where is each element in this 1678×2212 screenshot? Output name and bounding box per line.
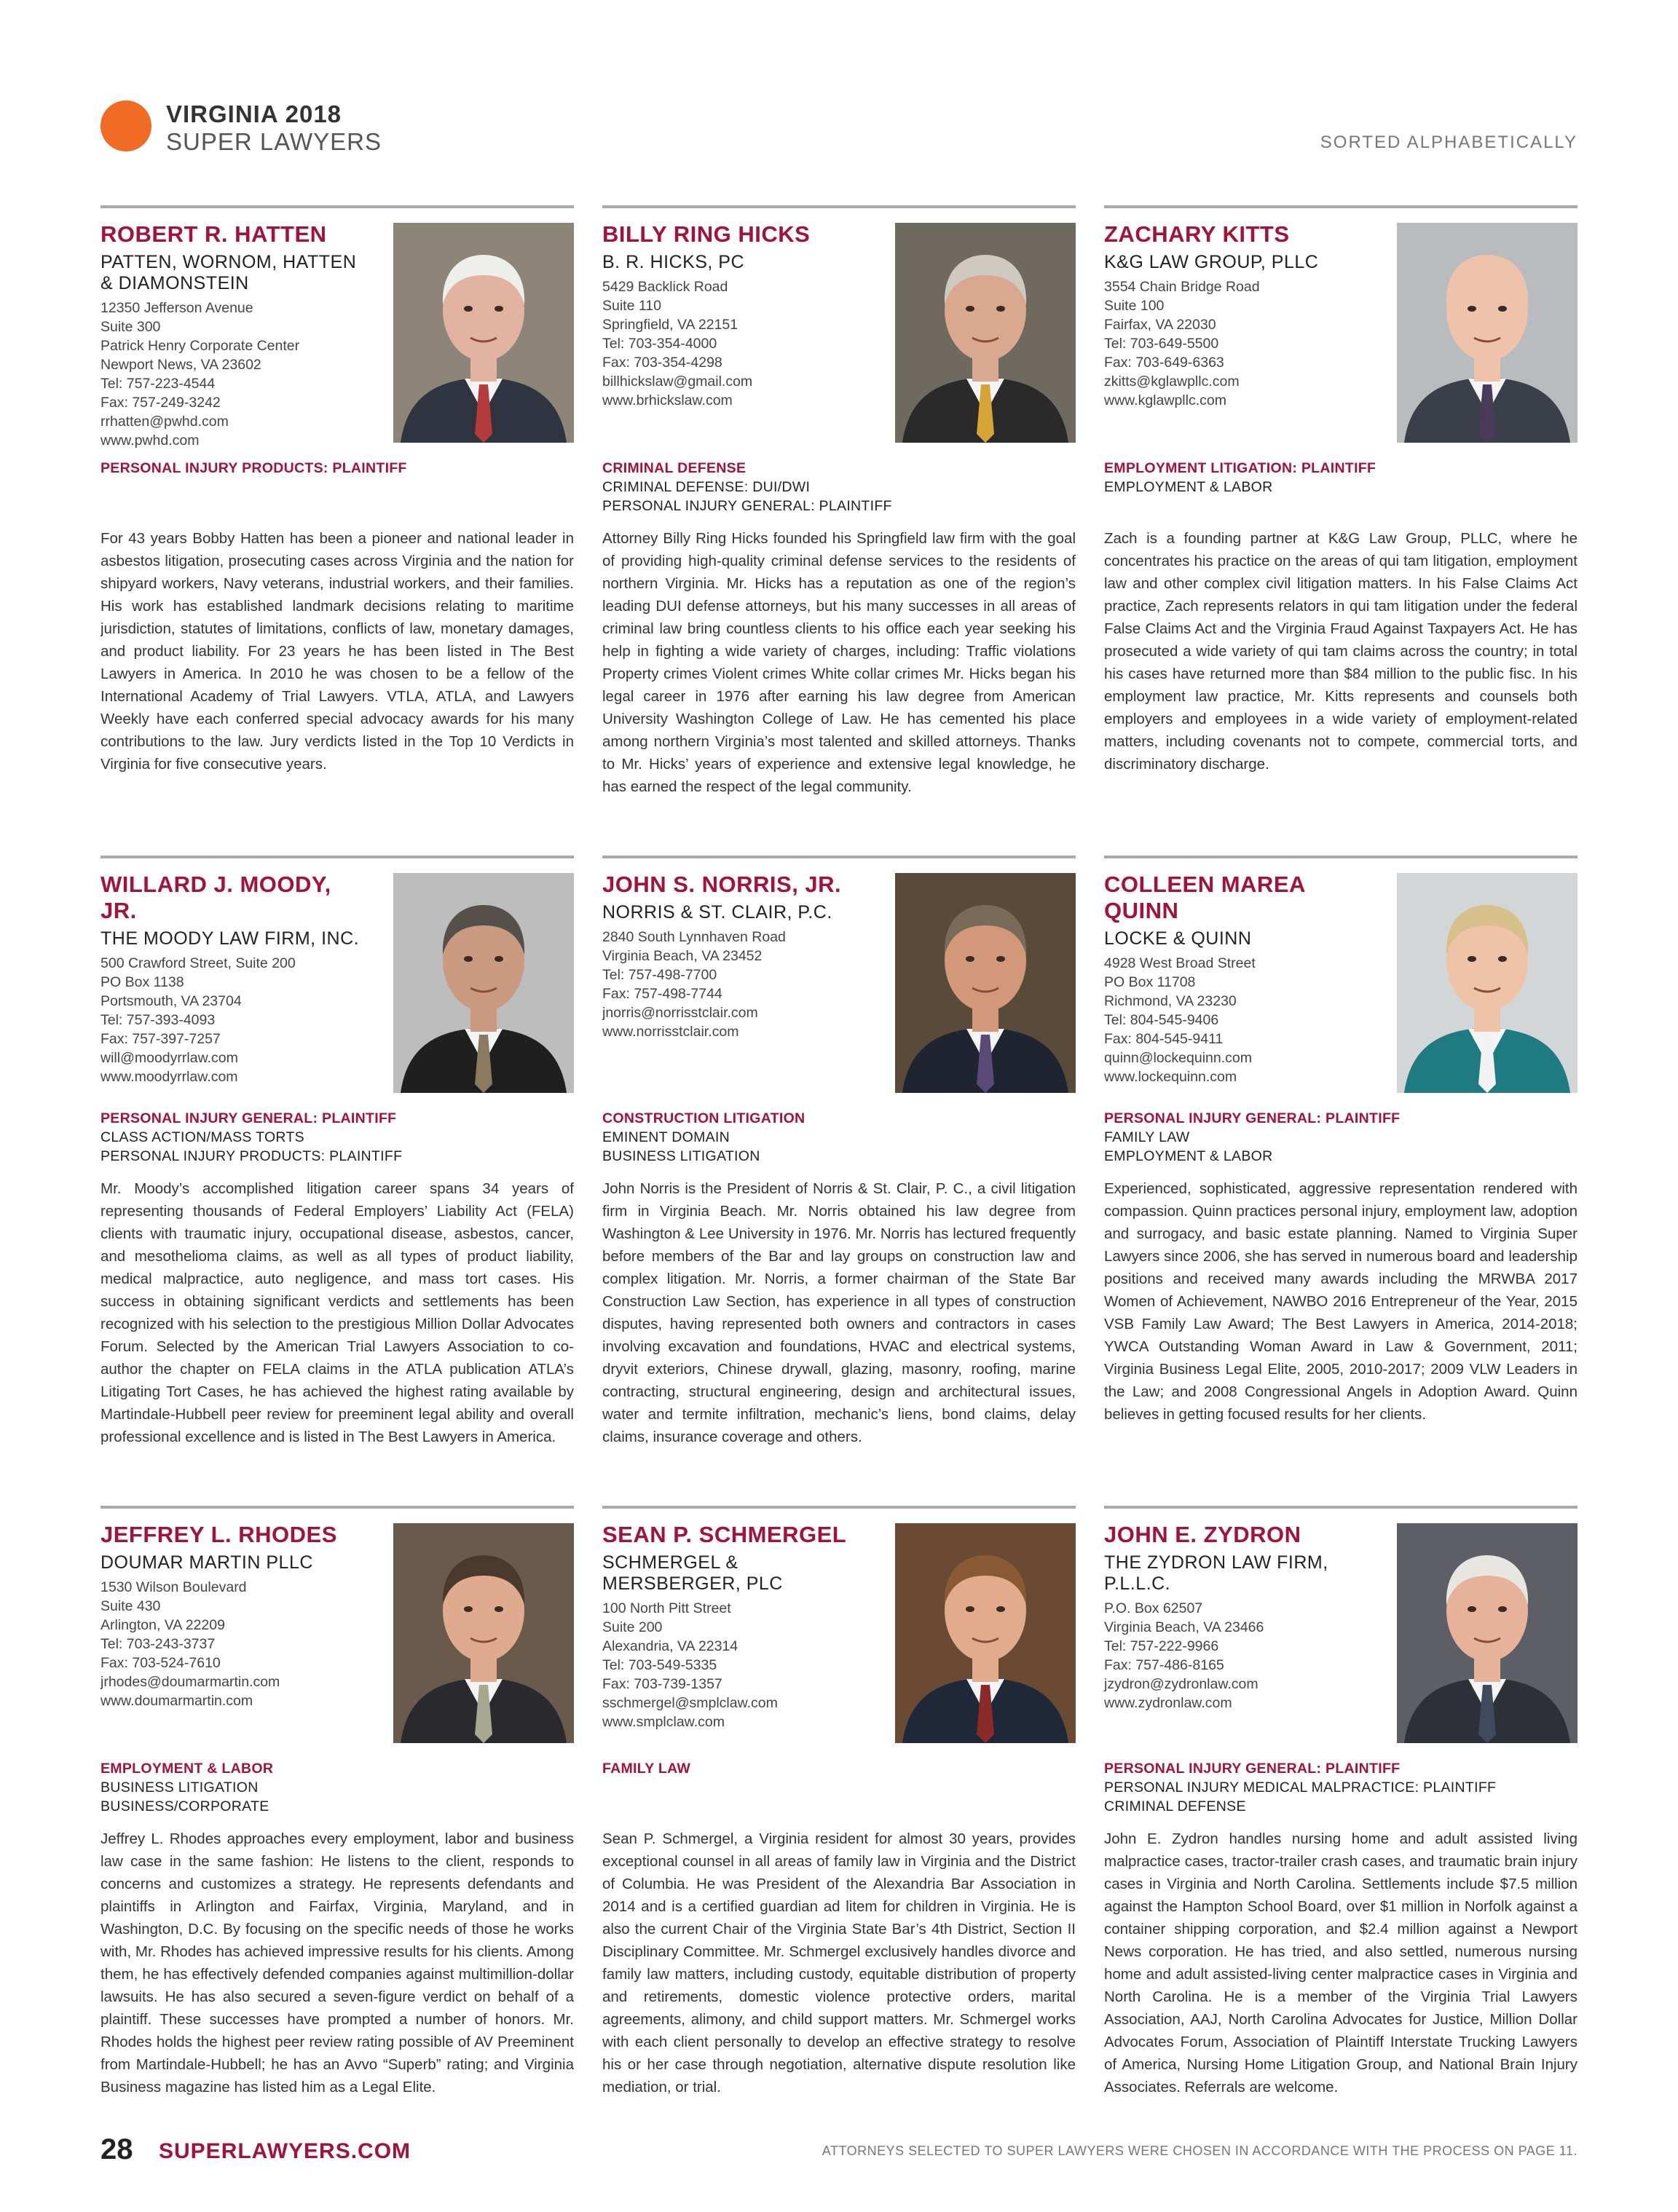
address-line: Tel: 804-545-9406: [1104, 1012, 1219, 1028]
primary-practice-area: PERSONAL INJURY GENERAL: PLAINTIFF: [1104, 1761, 1401, 1777]
attorney-portrait: [393, 223, 574, 443]
attorney-name: JEFFREY L. RHODES: [101, 1522, 337, 1547]
page-number: 28: [101, 2133, 133, 2165]
email-link[interactable]: zkitts@kglawpllc.com: [1104, 374, 1240, 390]
attorney-profile: [101, 856, 574, 1472]
attorney-name: ROBERT R. HATTEN: [101, 221, 327, 247]
firm-name: THE MOODY LAW FIRM, INC.: [101, 928, 360, 949]
practice-area: CRIMINAL DEFENSE: [1104, 1798, 1246, 1814]
address-line: Fax: 757-249-3242: [101, 395, 221, 411]
portrait-illustration: [393, 873, 574, 1093]
firm-name: NORRIS & ST. CLAIR, P.C.: [602, 902, 832, 923]
practice-area: PERSONAL INJURY GENERAL: PLAINTIFF: [602, 498, 892, 514]
practice-area: CLASS ACTION/MASS TORTS: [101, 1129, 304, 1145]
address-block: [1104, 954, 1374, 1086]
address-line: Tel: 757-223-4544: [101, 376, 216, 392]
attorney-profile: [1104, 205, 1577, 822]
practice-area: EMINENT DOMAIN: [602, 1129, 730, 1145]
practice-area: EMPLOYMENT & LABOR: [1104, 1148, 1273, 1164]
address-line: Tel: 703-243-3737: [101, 1636, 216, 1652]
attorney-bio: Zach is a founding partner at K&G Law Group, PLLC, where he concentrates his practice on the areas of qui tam litigation, employment law and other complex civil litigation matters. In his False Claims Act practice, Zach represents relators in qui tam litigation under the federal False Claims Act and the Virginia Fraud Against Taxpayers Act. He has prosecuted a wide variety of qui tam claims across the country; in total his cases have returned more than $84 million to the public fisc. In his employment law practice, Mr. Kitts represents and counsels both employers and employees in a wide variety of employment-related matters, including covenants not to compete, commercial torts, and discriminatory discharge.: [1104, 530, 1577, 773]
practice-areas: [1104, 1759, 1577, 1819]
website-link[interactable]: www.norrisstclair.com: [602, 1024, 739, 1040]
practice-area: CRIMINAL DEFENSE: DUI/DWI: [602, 479, 811, 495]
portrait-illustration: [1397, 873, 1577, 1093]
attorney-portrait: [1397, 1523, 1577, 1743]
email-link[interactable]: quinn@lockequinn.com: [1104, 1050, 1252, 1066]
sort-order-label: SORTED ALPHABETICALLY: [1320, 133, 1577, 152]
website-link[interactable]: www.doumarmartin.com: [101, 1693, 253, 1709]
attorney-bio: Mr. Moody’s accomplished litigation career spans 34 years of representing thousands of Federal Employers’ Liability Act (FELA) clients with traumatic injury, occupational disease, asbestos, cancer, and mesothelioma claims, as well as all types of product liability, medical malpractice, auto negligence, and mass tort cases. His success in obtaining significant verdicts and settlements has been recognized with his selection to the prestigious Million Dollar Advocates Forum. Selected by the American Trial Lawyers Association to co-author the chapter on FELA claims in the ATLA publication ATLA’s Litigating Tort Cases, he has achieved the highest rating available by Martindale-Hubbell peer review for preeminent legal ability and overall professional excellence and is listed in The Best Lawyers in America.: [101, 1180, 574, 1445]
primary-practice-area: EMPLOYMENT LITIGATION: PLAINTIFF: [1104, 460, 1376, 476]
address-line: Virginia Beach, VA 23466: [1104, 1619, 1264, 1635]
attorney-bio: For 43 years Bobby Hatten has been a pioneer and national leader in asbestos litigation, prosecuting cases across Virginia and the nation for shipyard workers, Navy veterans, industrial workers, and their families. His work has established landmark decisions relating to maritime jurisdiction, statutes of limitations, conflicts of law, monetary damages, and product liability. For 23 years he has been listed in The Best Lawyers in America. In 2010 he was chosen to be a fellow of the International Academy of Trial Lawyers. VTLA, ATLA, and Lawyers Weekly have each conferred special advocacy awards for his many contributions to the law. Jury verdicts listed in the Top 10 Verdicts in Virginia for five consecutive years.: [101, 530, 574, 773]
portrait-illustration: [393, 223, 574, 443]
practice-area: PERSONAL INJURY MEDICAL MALPRACTICE: PLAINTIFF: [1104, 1780, 1497, 1796]
address-line: Suite 200: [602, 1619, 663, 1635]
firm-name: K&G LAW GROUP, PLLC: [1104, 252, 1319, 272]
address-line: Tel: 757-498-7700: [602, 967, 717, 983]
address-line: 4928 West Broad Street: [1104, 955, 1256, 971]
attorney-name: WILLARD J. MOODY, JR.: [101, 872, 331, 923]
primary-practice-area: CONSTRUCTION LITIGATION: [602, 1110, 805, 1126]
practice-area: BUSINESS LITIGATION: [602, 1148, 760, 1164]
practice-areas: [602, 1759, 1076, 1819]
attorney-profile: [101, 1506, 574, 2122]
address-line: Virginia Beach, VA 23452: [602, 948, 763, 964]
address-line: Fax: 757-486-8165: [1104, 1657, 1224, 1673]
super-lawyers-logo-icon: [101, 100, 151, 151]
website-link[interactable]: www.zydronlaw.com: [1104, 1695, 1232, 1711]
address-block: [602, 277, 872, 410]
primary-practice-area: FAMILY LAW: [602, 1761, 691, 1777]
attorney-bio: Experienced, sophisticated, aggressive representation rendered with compassion. Quinn practices personal injury, employment law, adoption and surrogacy, and basic estate planning. Named to Virginia Super Lawyers since 2006, she has served in numerous board and leadership positions and received many awards including the MRWBA 2017 Women of Achievement, NAWBO 2016 Entrepreneur of the Year, 2015 VSB Family Law Award; The Best Lawyers in America, 2014-2018; YWCA Outstanding Woman Award in Law & Government, 2011; Virginia Business Legal Elite, 2005, 2010-2017; 2009 VLW Leaders in the Law; and 2008 Congressional Angels in Adoption Award. Quinn believes in getting focused results for her clients.: [1104, 1180, 1577, 1423]
attorney-bio: Jeffrey L. Rhodes approaches every employment, labor and business law case in the same fashion: He listens to the client, responds to concerns and customizes a strategy. He represents defendants and plaintiffs in Arlington and Fairfax, Virginia, Maryland, and in Washington, D.C. By focusing on the specific needs of those he works with, Mr. Rhodes has achieved impressive results for his clients. Among them, he has effectively defended companies against multimillion-dollar lawsuits. He has also secured a seven-figure verdict on behalf of a plaintiff. These successes have prompted a number of honors. Mr. Rhodes holds the highest peer review rating possible of AV Preeminent from Martindale-Hubbell; he has an Avvo “Superb” rating; and Virginia Business magazine has listed him as a Legal Elite.: [101, 1830, 574, 2096]
primary-practice-area: PERSONAL INJURY GENERAL: PLAINTIFF: [101, 1110, 397, 1126]
attorney-name: ZACHARY KITTS: [1104, 221, 1290, 247]
contact-block: [101, 221, 370, 450]
address-block: [101, 954, 370, 1086]
profile-header: [602, 872, 1076, 1097]
profile-header: [1104, 872, 1577, 1097]
address-line: Suite 430: [101, 1598, 161, 1614]
portrait-illustration: [1397, 223, 1577, 443]
practice-areas: [602, 459, 1076, 518]
address-block: [1104, 1599, 1374, 1713]
profile-header: [101, 1522, 574, 1747]
selection-disclaimer: ATTORNEYS SELECTED TO SUPER LAWYERS WERE CHOSEN IN ACCORDANCE WITH THE PROCESS ON PAGE 11.: [822, 2144, 1577, 2158]
address-line: 500 Crawford Street, Suite 200: [101, 955, 296, 971]
contact-block: [101, 1522, 370, 1710]
website-link[interactable]: www.moodyrrlaw.com: [101, 1069, 238, 1085]
profile-header: [602, 1522, 1076, 1747]
practice-area: PERSONAL INJURY PRODUCTS: PLAINTIFF: [101, 1148, 403, 1164]
contact-block: [101, 872, 370, 1086]
page-footer: [101, 2133, 1577, 2177]
practice-area: BUSINESS/CORPORATE: [101, 1798, 269, 1814]
attorney-profile: [602, 205, 1076, 822]
attorney-row: [101, 205, 1577, 822]
address-block: [101, 1578, 370, 1710]
profile-header: [101, 872, 574, 1097]
attorney-portrait: [895, 1523, 1076, 1743]
portrait-illustration: [895, 223, 1076, 443]
address-line: Portsmouth, VA 23704: [101, 993, 242, 1009]
address-line: 5429 Backlick Road: [602, 279, 728, 295]
firm-name: SCHMERGEL & MERSBERGER, PLC: [602, 1552, 783, 1594]
address-line: Richmond, VA 23230: [1104, 993, 1237, 1009]
address-line: Patrick Henry Corporate Center: [101, 338, 300, 354]
practice-areas: [101, 1109, 574, 1169]
attorney-bio: Attorney Billy Ring Hicks founded his Springfield law firm with the goal of providing high-quality criminal defense services to the residents of northern Virginia. Mr. Hicks has a reputation as one of the region’s leading DUI defense attorneys, but his many successes in all areas of criminal law bring countless clients to his office each year seeking his help in fighting a wide variety of charges, including: Traffic violations Property crimes Violent crimes White collar crimes Mr. Hicks began his legal career in 1976 after earning his law degree from American University Washington College of Law. He has cemented his place among northern Virginia’s most talented and skilled attorneys. Thanks to Mr. Hicks’ years of experience and extensive legal knowledge, he has earned the respect of the legal community.: [602, 530, 1076, 795]
attorney-portrait: [895, 873, 1076, 1093]
firm-name: DOUMAR MARTIN PLLC: [101, 1552, 313, 1573]
email-link[interactable]: billhickslaw@gmail.com: [602, 374, 753, 390]
site-link[interactable]: SUPERLAWYERS.COM: [159, 2139, 411, 2163]
attorney-profile: [602, 1506, 1076, 2122]
portrait-illustration: [895, 873, 1076, 1093]
profile-header: [101, 221, 574, 447]
website-link[interactable]: www.kglawpllc.com: [1104, 392, 1226, 408]
attorney-portrait: [895, 223, 1076, 443]
contact-block: [602, 1522, 872, 1731]
email-link[interactable]: rrhatten@pwhd.com: [101, 414, 229, 430]
primary-practice-area: PERSONAL INJURY GENERAL: PLAINTIFF: [1104, 1110, 1401, 1126]
contact-block: [602, 221, 872, 410]
portrait-illustration: [1397, 1523, 1577, 1743]
address-line: Tel: 757-393-4093: [101, 1012, 216, 1028]
attorney-bio: John E. Zydron handles nursing home and adult assisted living malpractice cases, tractor-trailer crash cases, and traumatic brain injury cases in Virginia and North Carolina. Settlements include $7.5 million against the Hampton School Board, over $1 million in Norfolk against a container shipping corporation, and $2.4 million against a Newport News corporation. He has tried, and also settled, numerous nursing home and adult assisted-living center malpractice cases in Virginia and North Carolina. He is a member of the Virginia Trial Lawyers Association, AAJ, North Carolina Advocates for Justice, Million Dollar Advocates Forum, Association of Plaintiff Interstate Trucking Lawyers of America, Nursing Home Litigation Group, and National Brain Injury Associates. Referrals are welcome.: [1104, 1830, 1577, 2096]
address-line: Tel: 703-549-5335: [602, 1657, 717, 1673]
website-link[interactable]: www.lockequinn.com: [1104, 1069, 1237, 1085]
address-line: 2840 South Lynnhaven Road: [602, 929, 786, 945]
attorney-bio: John Norris is the President of Norris & St. Clair, P. C., a civil litigation firm in Virginia Beach. Mr. Norris obtained his law degree from Washington & Lee University in 1976. Mr. Norris has lectured frequently before members of the Bar and lay groups on construction law and complex litigation. Mr. Norris, a former chairman of the State Bar Construction Law Section, has experience in all types of construction disputes, having represented both owners and contractors in cases involving excavation and foundations, HVAC and electrical systems, dryvit exteriors, Chinese drywall, glazing, masonry, roofing, marine contracting, structural engineering, design and architectural issues, water and termite infiltration, mechanic’s liens, bond claims, delay claims, insurance coverage and others.: [602, 1180, 1076, 1445]
address-line: Suite 300: [101, 319, 161, 335]
portrait-illustration: [393, 1523, 574, 1743]
address-line: Tel: 703-649-5500: [1104, 336, 1219, 352]
practice-areas: [101, 1759, 574, 1819]
profile-header: [1104, 1522, 1577, 1747]
practice-areas: [101, 459, 574, 518]
practice-area: FAMILY LAW: [1104, 1129, 1190, 1145]
attorney-bio: Sean P. Schmergel, a Virginia resident for almost 30 years, provides exceptional counsel in all areas of family law in Virginia and the District of Columbia. He was President of the Alexandria Bar Association in 2014 and is a certified guardian ad litem for children in Virginia. He is also the current Chair of the Virginia State Bar’s 4th District, Section II Disciplinary Committee. Mr. Schmergel exclusively handles divorce and family law matters, including custody, equitable distribution of property and retirements, domestic violence protective orders, marital agreements, alimony, and child support matters. Mr. Schmergel works with each client personally to develop an effective strategy to resolve his or her case through negotiation, alternative dispute resolution like mediation, or trial.: [602, 1830, 1076, 2096]
address-line: Fax: 703-739-1357: [602, 1676, 722, 1692]
profile-header: [1104, 221, 1577, 447]
practice-areas: [602, 1109, 1076, 1169]
address-block: [602, 1599, 872, 1731]
website-link[interactable]: www.smplclaw.com: [602, 1714, 725, 1730]
address-line: Tel: 757-222-9966: [1104, 1638, 1219, 1654]
practice-areas: [1104, 459, 1577, 518]
address-block: [101, 299, 370, 450]
attorney-profile: [101, 205, 574, 822]
contact-block: [1104, 221, 1374, 410]
attorney-grid: [101, 205, 1577, 2122]
address-line: PO Box 1138: [101, 974, 184, 990]
practice-areas: [1104, 1109, 1577, 1169]
primary-practice-area: CRIMINAL DEFENSE: [602, 460, 747, 476]
contact-block: [1104, 872, 1374, 1086]
address-line: Fax: 757-498-7744: [602, 986, 722, 1002]
address-line: Suite 100: [1104, 298, 1165, 314]
address-line: Arlington, VA 22209: [101, 1617, 225, 1633]
address-line: PO Box 11708: [1104, 974, 1196, 990]
attorney-name: SEAN P. SCHMERGEL: [602, 1522, 847, 1547]
address-line: Fairfax, VA 22030: [1104, 317, 1216, 333]
attorney-portrait: [1397, 223, 1577, 443]
attorney-name: JOHN S. NORRIS, JR.: [602, 872, 842, 897]
email-link[interactable]: sschmergel@smplclaw.com: [602, 1695, 778, 1711]
primary-practice-area: PERSONAL INJURY PRODUCTS: PLAINTIFF: [101, 460, 407, 476]
attorney-portrait: [393, 873, 574, 1093]
firm-name: LOCKE & QUINN: [1104, 928, 1252, 949]
address-line: 1530 Wilson Boulevard: [101, 1579, 247, 1595]
address-line: 3554 Chain Bridge Road: [1104, 279, 1260, 295]
page-header: [101, 100, 1577, 159]
address-line: Alexandria, VA 22314: [602, 1638, 738, 1654]
attorney-portrait: [1397, 873, 1577, 1093]
profile-header: [602, 221, 1076, 447]
address-line: Tel: 703-354-4000: [602, 336, 717, 352]
email-link[interactable]: jzydron@zydronlaw.com: [1104, 1676, 1258, 1692]
address-line: 100 North Pitt Street: [602, 1600, 731, 1616]
attorney-row: [101, 856, 1577, 1472]
attorney-portrait: [393, 1523, 574, 1743]
website-link[interactable]: www.pwhd.com: [101, 432, 200, 449]
firm-name: THE ZYDRON LAW FIRM, P.L.L.C.: [1104, 1552, 1328, 1594]
attorney-profile: [1104, 1506, 1577, 2122]
address-line: Newport News, VA 23602: [101, 357, 261, 373]
address-line: Fax: 703-524-7610: [101, 1655, 221, 1671]
address-line: Springfield, VA 22151: [602, 317, 738, 333]
contact-block: [1104, 1522, 1374, 1713]
attorney-name: BILLY RING HICKS: [602, 221, 811, 247]
attorney-row: [101, 1506, 1577, 2122]
address-line: Fax: 703-649-6363: [1104, 355, 1224, 371]
address-line: Fax: 804-545-9411: [1104, 1031, 1224, 1047]
attorney-profile: [602, 856, 1076, 1472]
website-link[interactable]: www.brhickslaw.com: [602, 392, 733, 408]
attorney-name: COLLEEN MAREA QUINN: [1104, 872, 1305, 923]
address-line: Fax: 757-397-7257: [101, 1031, 221, 1047]
attorney-profile: [1104, 856, 1577, 1472]
address-block: [1104, 277, 1374, 410]
publication-subtitle: SUPER LAWYERS: [166, 128, 382, 155]
publication-title: VIRGINIA 2018: [166, 100, 342, 127]
email-link[interactable]: jrhodes@doumarmartin.com: [101, 1674, 280, 1690]
primary-practice-area: EMPLOYMENT & LABOR: [101, 1761, 274, 1777]
practice-area: EMPLOYMENT & LABOR: [1104, 479, 1273, 495]
email-link[interactable]: will@moodyrrlaw.com: [101, 1050, 238, 1066]
contact-block: [602, 872, 872, 1041]
address-block: [602, 928, 872, 1041]
practice-area: BUSINESS LITIGATION: [101, 1780, 259, 1796]
address-line: 12350 Jefferson Avenue: [101, 300, 253, 316]
email-link[interactable]: jnorris@norrisstclair.com: [602, 1005, 758, 1021]
address-line: P.O. Box 62507: [1104, 1600, 1203, 1616]
firm-name: B. R. HICKS, PC: [602, 252, 745, 272]
firm-name: PATTEN, WORNOM, HATTEN & DIAMONSTEIN: [101, 252, 357, 293]
attorney-name: JOHN E. ZYDRON: [1104, 1522, 1301, 1547]
address-line: Fax: 703-354-4298: [602, 355, 722, 371]
portrait-illustration: [895, 1523, 1076, 1743]
address-line: Suite 110: [602, 298, 661, 314]
